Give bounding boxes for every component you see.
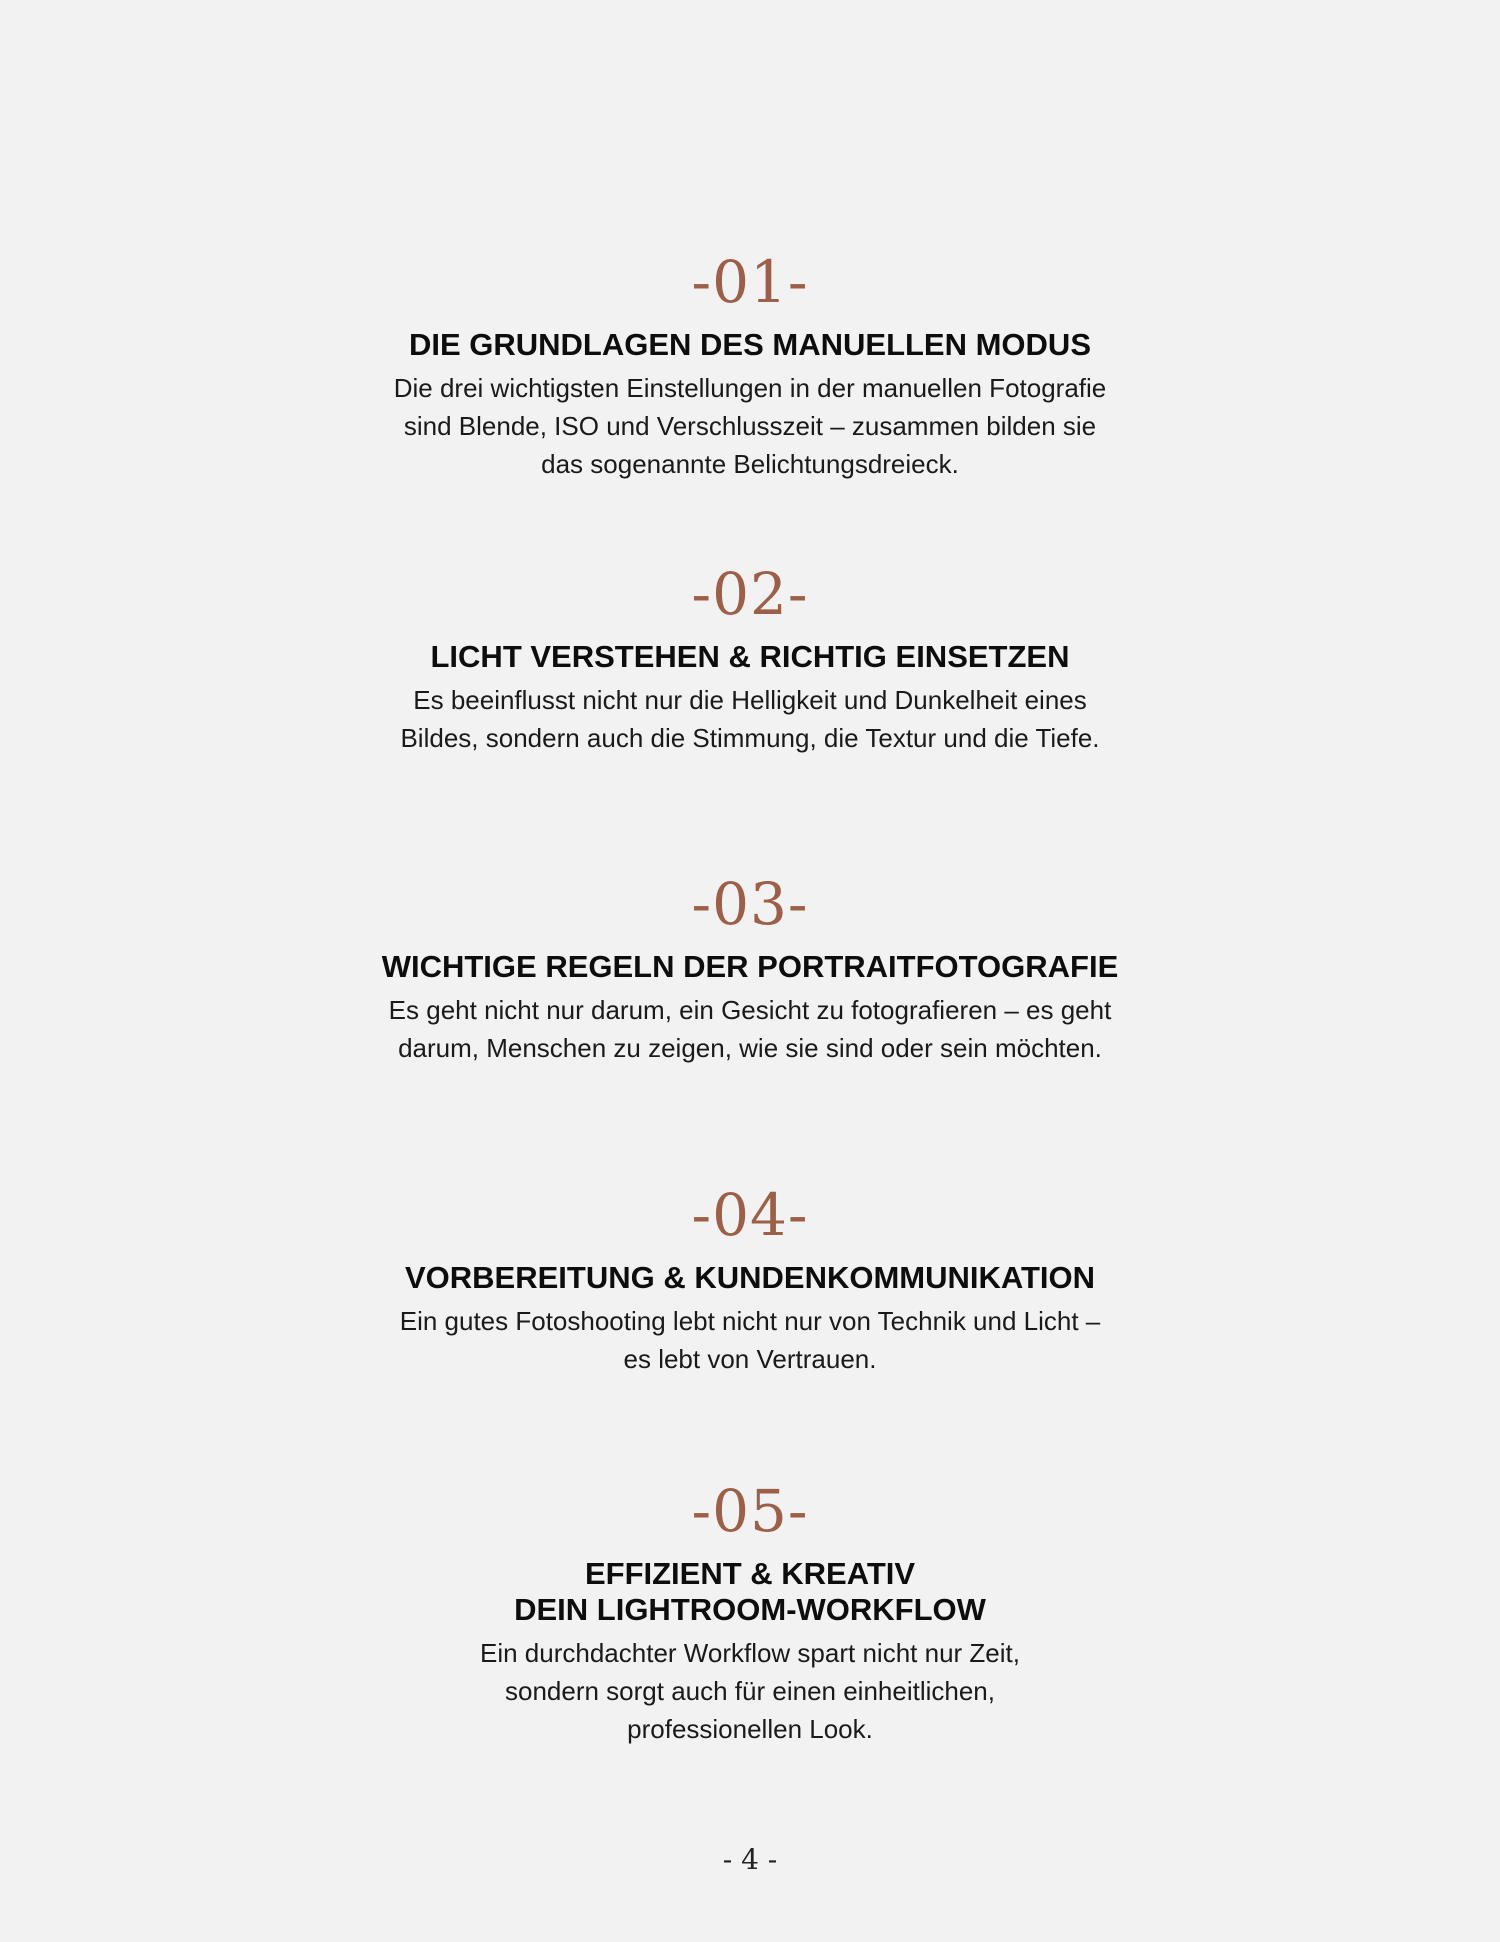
section-title-line: DEIN LIGHTROOM-WORKFLOW bbox=[514, 1592, 986, 1627]
section-number: -01- bbox=[691, 248, 809, 316]
section-description bbox=[0, 1302, 1500, 1378]
section-description bbox=[0, 681, 1500, 757]
section-title-line: LICHT VERSTEHEN & RICHTIG EINSETZEN bbox=[430, 639, 1070, 674]
description-line: Ein durchdachter Workflow spart nicht nur Zeit, bbox=[480, 1638, 1020, 1668]
section-05 bbox=[0, 1476, 1500, 1748]
section-01 bbox=[0, 247, 1500, 483]
section-03 bbox=[0, 869, 1500, 1067]
section-title bbox=[0, 1260, 1500, 1296]
description-line: sondern sorgt auch für einen einheitlichen, bbox=[505, 1676, 995, 1706]
description-line: Die drei wichtigsten Einstellungen in der manuellen Fotografie bbox=[393, 373, 1107, 403]
description-line: es lebt von Vertrauen. bbox=[623, 1344, 877, 1374]
section-04 bbox=[0, 1180, 1500, 1378]
description-line: Es geht nicht nur darum, ein Gesicht zu fotografieren – es geht bbox=[388, 995, 1112, 1025]
description-line: darum, Menschen zu zeigen, wie sie sind oder sein möchten. bbox=[398, 1033, 1102, 1063]
section-title-line: EFFIZIENT & KREATIV bbox=[584, 1556, 916, 1591]
section-title bbox=[0, 327, 1500, 363]
description-line: sind Blende, ISO und Verschlusszeit – zusammen bilden sie bbox=[403, 411, 1097, 441]
section-description bbox=[0, 369, 1500, 483]
section-title-line: VORBEREITUNG & KUNDENKOMMUNIKATION bbox=[404, 1260, 1096, 1295]
description-line: Es beeinflusst nicht nur die Helligkeit und Dunkelheit eines bbox=[413, 685, 1087, 715]
section-number: -03- bbox=[691, 870, 809, 938]
page-number: - 4 - bbox=[722, 1843, 778, 1876]
section-description bbox=[0, 991, 1500, 1067]
section-title bbox=[0, 1556, 1500, 1628]
section-02 bbox=[0, 559, 1500, 757]
section-title bbox=[0, 639, 1500, 675]
section-number: -02- bbox=[691, 560, 809, 628]
section-title-line: DIE GRUNDLAGEN DES MANUELLEN MODUS bbox=[408, 327, 1091, 362]
description-line: Ein gutes Fotoshooting lebt nicht nur von Technik und Licht – bbox=[399, 1306, 1101, 1336]
description-line: das sogenannte Belichtungsdreieck. bbox=[541, 449, 959, 479]
description-line: professionellen Look. bbox=[627, 1714, 873, 1744]
section-number: -04- bbox=[691, 1181, 809, 1249]
section-title-line: WICHTIGE REGELN DER PORTRAITFOTOGRAFIE bbox=[381, 949, 1119, 984]
section-title bbox=[0, 949, 1500, 985]
section-number: -05- bbox=[691, 1477, 809, 1545]
description-line: Bildes, sondern auch die Stimmung, die Textur und die Tiefe. bbox=[400, 723, 1100, 753]
section-description bbox=[0, 1634, 1500, 1748]
